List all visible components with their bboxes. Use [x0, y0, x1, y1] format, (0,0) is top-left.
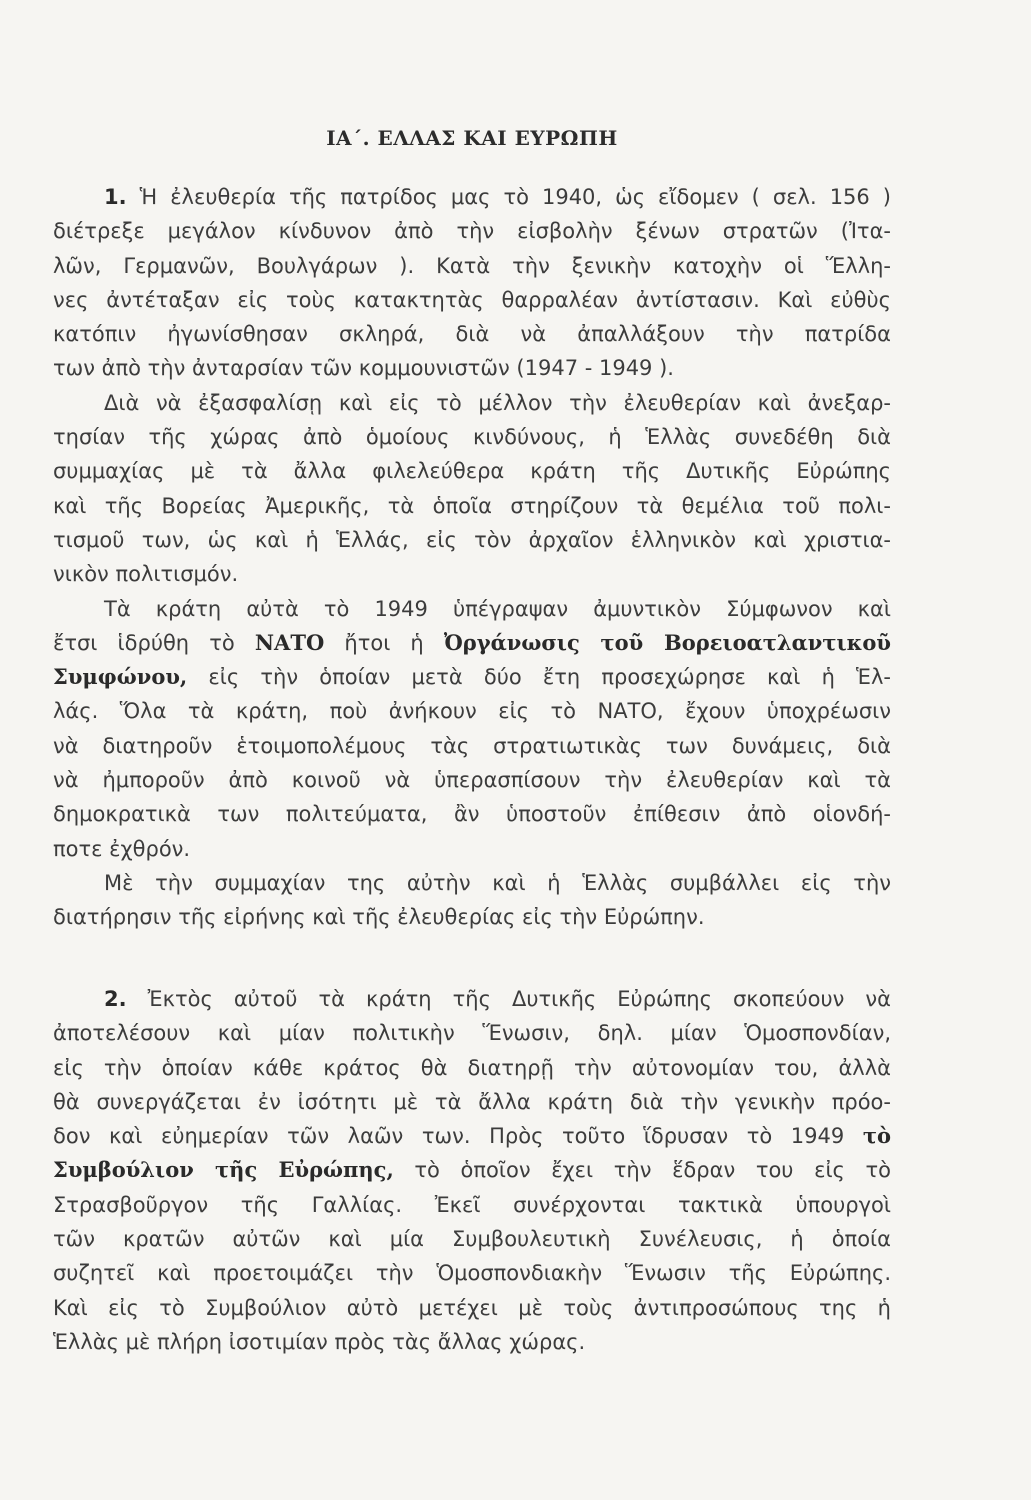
paragraph-line: δον καὶ εὐημερίαν τῶν λαῶν των. Πρὸς τοῦτο ἵδρυσαν τὸ 1949 τὸ — [53, 1123, 891, 1149]
paragraph-line: τισμοῦ των, ὡς καὶ ἡ Ἑλλάς, εἰς τὸν ἀρχαῖον ἑλληνικὸν καὶ χριστια- — [53, 527, 891, 552]
nato-term: ΝΑΤΟ — [254, 629, 325, 655]
paragraph-line: Καὶ εἰς τὸ Συμβούλιον αὐτὸ μετέχει μὲ τοὺς ἀντιπροσώπους της ἡ — [53, 1295, 891, 1320]
paragraph-line: Ἑλλὰς μὲ πλήρη ἰσοτιμίαν πρὸς τὰς ἄλλας χώρας. — [53, 1329, 586, 1354]
section-1 — [53, 180, 891, 935]
paragraph-line: δημοκρατικὰ των πολιτεύματα, ἂν ὑποστοῦν ἐπίθεσιν ἀπὸ οἱονδή- — [53, 802, 891, 827]
paragraph-line: Διὰ νὰ ἐξασφαλίσῃ καὶ εἰς τὸ μέλλον τὴν ἐλευθερίαν καὶ ἀνεξαρ- — [104, 390, 891, 415]
chapter-heading: ΙΑ΄. ΕΛΛΑΣ ΚΑΙ ΕΥΡΩΠΗ — [326, 126, 618, 150]
nato-full-name-cont: Συμφώνου, — [53, 664, 188, 690]
paragraph-line: νὰ διατηροῦν ἑτοιμοπολέμους τὰς στρατιωτικὰς των δυνάμεις, διὰ — [53, 733, 891, 758]
council-term: τὸ — [862, 1123, 891, 1149]
paragraph-line: νικὸν πολιτισμόν. — [53, 562, 239, 587]
paragraph-line: συμμαχίας μὲ τὰ ἄλλα φιλελεύθερα κράτη τῆς Δυτικῆς Εὐρώπης — [53, 459, 891, 484]
paragraph-line: λῶν, Γερμανῶν, Βουλγάρων ). Κατὰ τὴν ξενικὴν κατοχὴν οἱ Ἕλλη- — [53, 253, 891, 278]
council-name: Συμβούλιον τῆς Εὐρώπης, — [53, 1157, 394, 1183]
paragraph-line: κατόπιν ἠγωνίσθησαν σκληρά, διὰ νὰ ἀπαλλάξουν τὴν πατρίδα — [53, 322, 891, 347]
paragraph-line: θὰ συνεργάζεται ἐν ἰσότητι μὲ τὰ ἄλλα κράτη διὰ τὴν γενικὴν πρόο- — [53, 1089, 891, 1114]
paragraph-line: Συμφώνου, εἰς τὴν ὁποίαν μετὰ δύο ἔτη προσεχώρησε καὶ ἡ Ἑλ- — [53, 664, 891, 690]
paragraph-line: 2. Ἐκτὸς αὐτοῦ τὰ κράτη τῆς Δυτικῆς Εὐρώπης σκοπεύουν νὰ — [104, 987, 891, 1011]
paragraph-line: Συμβούλιον τῆς Εὐρώπης, τὸ ὁποῖον ἔχει τὴν ἕδραν του εἰς τὸ — [53, 1157, 891, 1183]
paragraph-line: Στρασβοῦργον τῆς Γαλλίας. Ἐκεῖ συνέρχονται τακτικὰ ὑπουργοὶ — [53, 1192, 891, 1217]
paragraph-line: Τὰ κράτη αὐτὰ τὸ 1949 ὑπέγραψαν ἀμυντικὸν Σύμφωνον καὶ — [104, 596, 891, 621]
book-page — [53, 0, 891, 1500]
paragraph-line: των ἀπὸ τὴν ἀνταρσίαν τῶν κομμουνιστῶν (1947 - 1949 ). — [53, 356, 674, 381]
paragraph-line: ἔτσι ἱδρύθη τὸ ΝΑΤΟ ἤτοι ἡ Ὀργάνωσις τοῦ Βορειοατλαντικοῦ — [53, 629, 891, 655]
paragraph-line: ποτε ἐχθρόν. — [53, 836, 191, 861]
paragraph-line: νες ἀντέταξαν εἰς τοὺς κατακτητὰς θαρραλέαν ἀντίστασιν. Καὶ εὐθὺς — [53, 287, 891, 312]
paragraph-line: διέτρεξε μεγάλον κίνδυνον ἀπὸ τὴν εἰσβολὴν ξένων στρατῶν (Ἰτα- — [53, 219, 891, 244]
section-number: 2. — [104, 987, 127, 1011]
paragraph-line: διατήρησιν τῆς εἰρήνης καὶ τῆς ἐλευθερίας εἰς τὴν Εὐρώπην. — [53, 905, 705, 930]
nato-full-name: Ὀργάνωσις τοῦ Βορειοατλαντικοῦ — [443, 629, 891, 655]
paragraph-line: λάς. Ὅλα τὰ κράτη, ποὺ ἀνήκουν εἰς τὸ ΝΑΤΟ, ἔχουν ὑποχρέωσιν — [53, 699, 891, 724]
paragraph-line: Μὲ τὴν συμμαχίαν της αὐτὴν καὶ ἡ Ἑλλὰς συμβάλλει εἰς τὴν — [104, 870, 891, 895]
section-2 — [53, 982, 891, 1359]
paragraph-line: τῶν κρατῶν αὐτῶν καὶ μία Συμβουλευτικὴ Συνέλευσις, ἡ ὁποία — [53, 1227, 891, 1252]
section-number: 1. — [104, 185, 127, 209]
paragraph-line: ἀποτελέσουν καὶ μίαν πολιτικὴν Ἕνωσιν, δηλ. μίαν Ὁμοσπονδίαν, — [53, 1021, 891, 1046]
paragraph-line: συζητεῖ καὶ προετοιμάζει τὴν Ὁμοσπονδιακὴν Ἕνωσιν τῆς Εὐρώπης. — [53, 1261, 891, 1286]
paragraph-line: τησίαν τῆς χώρας ἀπὸ ὁμοίους κινδύνους, ἡ Ἑλλὰς συνεδέθη διὰ — [53, 425, 891, 450]
paragraph-line: νὰ ἠμποροῦν ἀπὸ κοινοῦ νὰ ὑπερασπίσουν τὴν ἐλευθερίαν καὶ τὰ — [53, 768, 891, 793]
paragraph-line: εἰς τὴν ὁποίαν κάθε κράτος θὰ διατηρῇ τὴν αὐτονομίαν του, ἀλλὰ — [53, 1055, 891, 1080]
paragraph-line: καὶ τῆς Βορείας Ἀμερικῆς, τὰ ὁποῖα στηρίζουν τὰ θεμέλια τοῦ πολι- — [53, 493, 891, 518]
paragraph-line: 1. Ἡ ἐλευθερία τῆς πατρίδος μας τὸ 1940, ὡς εἴδομεν ( σελ. 156 ) — [104, 185, 891, 209]
